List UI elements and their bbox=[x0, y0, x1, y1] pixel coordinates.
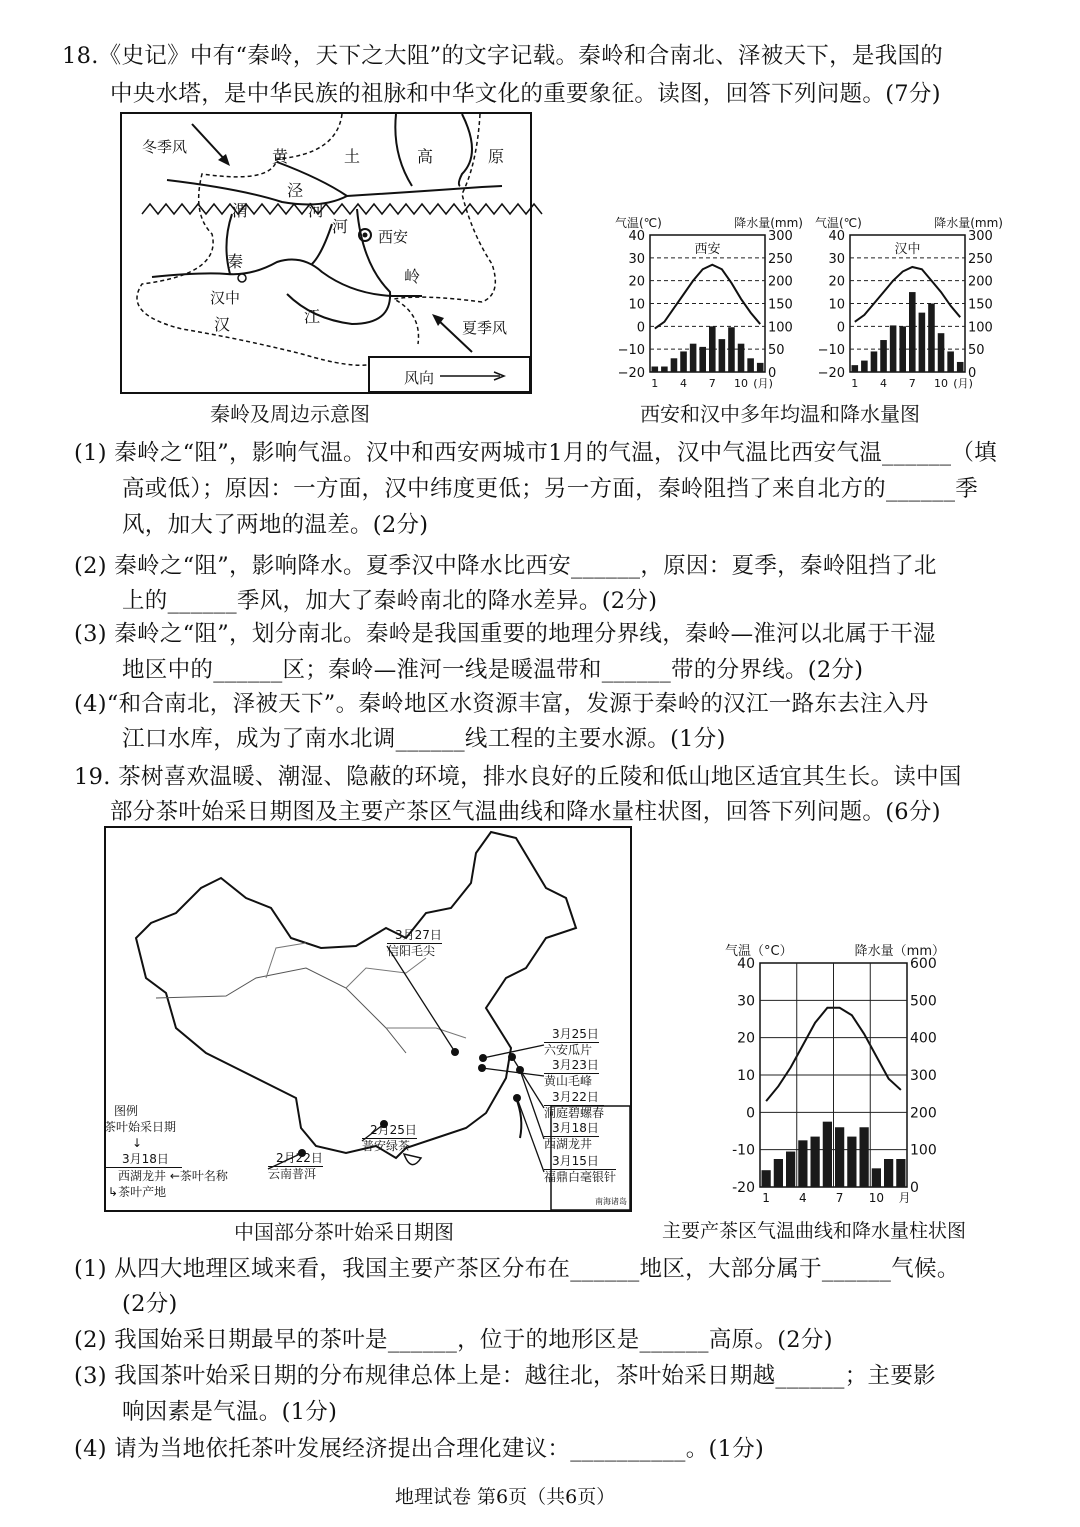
precip-bar bbox=[719, 339, 726, 372]
precip-bar bbox=[847, 1137, 856, 1187]
precip-bar bbox=[909, 292, 916, 372]
q19-question-3: 响因素是气温。(1分) bbox=[122, 1399, 338, 1425]
temp-tick-label: -10 bbox=[732, 1142, 755, 1159]
month-tick-label: 10 bbox=[734, 377, 749, 390]
map-label-xian: 西安 bbox=[378, 228, 409, 246]
precip-tick-label: 500 bbox=[910, 993, 937, 1010]
leader-line bbox=[387, 946, 455, 1052]
map-label-summer-wind: 夏季风 bbox=[462, 319, 508, 337]
temp-tick-label: 10 bbox=[828, 297, 845, 313]
legend-wind-direction: 风向 bbox=[404, 369, 435, 387]
month-tick-label: 4 bbox=[680, 377, 688, 390]
precip-bar bbox=[835, 1127, 844, 1187]
temp-tick-label: 0 bbox=[836, 320, 845, 336]
tea-date: 3月18日 bbox=[544, 1121, 599, 1137]
q19-question-4: (4) 请为当地依托茶叶发展经济提出合理化建议：__________。(1分) bbox=[74, 1436, 765, 1462]
map-label-huang: 黄 bbox=[272, 147, 289, 166]
month-tick-label: 7 bbox=[908, 377, 916, 390]
temp-tick-label: 20 bbox=[828, 274, 845, 290]
precip-tick-label: 200 bbox=[910, 1105, 937, 1122]
inset-label: 南海诸岛 bbox=[595, 1197, 627, 1206]
qinling-map bbox=[120, 112, 532, 394]
legend-sample-date: 3月18日 bbox=[104, 1151, 182, 1168]
map-label-jiang: 江 bbox=[304, 307, 321, 326]
tea-climate-caption: 主要产茶区气温曲线和降水量柱状图 bbox=[662, 1220, 967, 1242]
q18-question-1: 风，加大了两地的温差。(2分) bbox=[122, 512, 429, 538]
tea-label bbox=[268, 1151, 323, 1182]
precip-tick-label: 150 bbox=[968, 297, 993, 313]
precip-bar bbox=[884, 1159, 893, 1187]
precip-bar bbox=[762, 1170, 771, 1187]
map-label-ling: 岭 bbox=[404, 267, 421, 286]
month-tick-label: 1 bbox=[851, 377, 859, 390]
precip-bar bbox=[680, 351, 687, 372]
tea-climate-chart bbox=[718, 935, 958, 1205]
tea-label bbox=[544, 1121, 599, 1152]
precip-bar bbox=[928, 304, 935, 373]
legend-sample-name: 西湖龙井 bbox=[118, 1169, 167, 1183]
precip-bar bbox=[728, 327, 735, 372]
precip-bar bbox=[823, 1122, 832, 1187]
month-tick-label: 1 bbox=[762, 1191, 770, 1205]
precip-bar bbox=[899, 326, 906, 372]
precip-bar bbox=[786, 1152, 795, 1187]
leader-line bbox=[517, 1098, 544, 1172]
precip-bar bbox=[699, 347, 706, 372]
tea-origin-dot bbox=[516, 1066, 524, 1074]
precip-tick-label: 0 bbox=[910, 1180, 919, 1196]
tea-map-caption: 中国部分茶叶始采日期图 bbox=[234, 1220, 454, 1244]
precip-tick-label: 200 bbox=[968, 274, 993, 290]
tea-name: 洞庭碧螺春 bbox=[544, 1106, 605, 1120]
q18-question-3: (3) 秦岭之“阻”，划分南北。秦岭是我国重要的地理分界线，秦岭—淮河以北属于干湿 bbox=[74, 621, 936, 647]
tea-date: 2月22日 bbox=[268, 1151, 323, 1167]
precip-bar bbox=[690, 344, 697, 372]
precip-bar bbox=[957, 362, 964, 372]
precip-bar bbox=[947, 351, 954, 372]
temp-tick-label: −20 bbox=[817, 366, 845, 381]
tea-name: 信阳毛尖 bbox=[387, 944, 436, 958]
precip-tick-label: 0 bbox=[768, 366, 777, 381]
precip-bar bbox=[938, 333, 945, 372]
precip-tick-label: 200 bbox=[768, 274, 793, 290]
temp-tick-label: 30 bbox=[628, 251, 645, 267]
temp-tick-label: 40 bbox=[737, 956, 755, 972]
month-tick-label: 月 bbox=[898, 1191, 911, 1205]
precip-bar bbox=[798, 1140, 807, 1187]
page-footer: 地理试卷 第6页（共6页） bbox=[395, 1486, 616, 1508]
q18-stem-line: 18.《史记》中有“秦岭，天下之大阻”的文字记载。秦岭和合南北、泽被天下，是我国的 bbox=[62, 43, 944, 69]
tea-origin-dot bbox=[508, 1053, 516, 1061]
precip-bar bbox=[919, 313, 926, 372]
precip-bar bbox=[852, 365, 859, 372]
tea-label bbox=[362, 1123, 417, 1154]
tea-name: 福鼎白毫银针 bbox=[544, 1170, 617, 1184]
leader-line bbox=[520, 1070, 544, 1139]
precip-bar bbox=[871, 351, 878, 372]
map-legend: 图例 茶叶始采日期 ↓ 3月18日 西湖龙井 ←茶叶名称 ↳茶叶产地 bbox=[104, 1104, 228, 1199]
precip-axis-label: 降水量（mm） bbox=[854, 944, 945, 959]
temp-tick-label: 30 bbox=[737, 993, 755, 1010]
precip-bar bbox=[890, 325, 897, 372]
legend-date-label: 茶叶始采日期 bbox=[104, 1120, 177, 1134]
tea-date: 3月22日 bbox=[544, 1090, 604, 1106]
q19-stem-line: 19. 茶树喜欢温暖、潮湿、隐蔽的环境，排水良好的丘陵和低山地区适宜其生长。读中国 bbox=[74, 764, 962, 790]
precip-bar bbox=[872, 1168, 881, 1187]
month-tick-label: 7 bbox=[835, 1191, 844, 1205]
precip-tick-label: 300 bbox=[968, 229, 993, 244]
temp-tick-label: 40 bbox=[828, 229, 845, 244]
q19-question-1: (2分) bbox=[122, 1291, 178, 1317]
temperature-curve bbox=[655, 265, 760, 329]
q19-question-3: (3) 我国茶叶始采日期的分布规律总体上是：越往北，茶叶始采日期越______；主要影 bbox=[74, 1363, 936, 1389]
precip-tick-label: 50 bbox=[968, 343, 985, 359]
tea-name: 西湖龙井 bbox=[544, 1137, 593, 1151]
temp-tick-label: -20 bbox=[732, 1180, 755, 1196]
tea-label bbox=[544, 1154, 616, 1185]
temp-axis-label: 气温（°C） bbox=[725, 944, 793, 959]
q18-stem-line: 中央水塔，是中华民族的祖脉和中华文化的重要象征。读图，回答下列问题。(7分) bbox=[110, 81, 941, 107]
map-label-gao: 高 bbox=[417, 147, 434, 166]
map-label-qin: 秦 bbox=[227, 252, 244, 271]
legend-place-label: 茶叶产地 bbox=[118, 1185, 167, 1199]
q18-question-3: 地区中的______区；秦岭—淮河一线是暖温带和______带的分界线。(2分) bbox=[122, 657, 864, 683]
chart-title: 西安 bbox=[694, 242, 721, 257]
tea-date: 3月15日 bbox=[544, 1154, 616, 1170]
month-tick-label: 1 bbox=[651, 377, 659, 390]
tea-origin-dot bbox=[451, 1048, 459, 1056]
precip-bar bbox=[774, 1159, 783, 1187]
precip-bar bbox=[709, 326, 716, 372]
tea-origin-dot bbox=[478, 1064, 486, 1072]
month-tick-label: 4 bbox=[880, 377, 888, 390]
temp-tick-label: 0 bbox=[636, 320, 645, 336]
legend-name-label: ←茶叶名称 bbox=[169, 1169, 228, 1183]
q18-question-4: (4)“和合南北，泽被天下”。秦岭地区水资源丰富，发源于秦岭的汉江一路东去注入丹 bbox=[74, 691, 929, 717]
month-tick-label: 10 bbox=[868, 1191, 885, 1205]
tea-label bbox=[387, 928, 442, 959]
tea-date: 3月25日 bbox=[544, 1027, 599, 1043]
tea-date: 2月25日 bbox=[362, 1123, 417, 1139]
precip-tick-label: 300 bbox=[910, 1068, 937, 1084]
q18-question-2: 上的______季风，加大了秦岭南北的降水差异。(2分) bbox=[122, 588, 658, 614]
precip-bar bbox=[671, 358, 678, 372]
precip-bar bbox=[860, 1127, 869, 1187]
map-label-jing: 泾 bbox=[287, 181, 304, 200]
precip-bar bbox=[661, 367, 668, 372]
legend-arrow: ↓ bbox=[132, 1136, 143, 1150]
precip-bar bbox=[861, 361, 868, 372]
q18-question-1: 高或低）；原因：一方面，汉中纬度更低；另一方面，秦岭阻挡了来自北方的______季 bbox=[122, 476, 979, 502]
precip-axis-label: 降水量(mm) bbox=[934, 216, 1003, 230]
precip-axis-label: 降水量(mm) bbox=[734, 216, 803, 230]
precip-tick-label: 0 bbox=[968, 366, 977, 381]
map-label-han: 汉 bbox=[214, 315, 231, 334]
temp-tick-label: 10 bbox=[628, 297, 645, 313]
q18-question-2: (2) 秦岭之“阻”，影响降水。夏季汉中降水比西安______，原因：夏季，秦岭阻挡了北 bbox=[74, 553, 937, 579]
month-tick-label: 4 bbox=[799, 1191, 807, 1205]
map-label-he: 河 bbox=[308, 201, 325, 220]
precip-tick-label: 100 bbox=[768, 320, 793, 336]
precip-bar bbox=[811, 1137, 820, 1187]
temp-tick-label: −20 bbox=[617, 366, 645, 381]
q18-question-1: (1) 秦岭之“阻”，影响气温。汉中和西安两城市1月的气温，汉中气温比西安气温______（填 bbox=[74, 440, 997, 466]
tea-name: 黄山毛峰 bbox=[544, 1074, 593, 1088]
temp-tick-label: 20 bbox=[737, 1030, 755, 1047]
temp-tick-label: 20 bbox=[628, 274, 645, 290]
precip-tick-label: 250 bbox=[768, 251, 793, 267]
month-tick-label: 7 bbox=[708, 377, 716, 390]
tea-date: 3月23日 bbox=[544, 1058, 599, 1074]
chart-title: 汉中 bbox=[894, 242, 921, 257]
temp-tick-label: 0 bbox=[746, 1105, 755, 1122]
month-tick-label: 10 bbox=[934, 377, 949, 390]
qinling-map-caption: 秦岭及周边示意图 bbox=[210, 402, 370, 426]
precip-tick-label: 150 bbox=[768, 297, 793, 313]
map-label-hanzhong: 汉中 bbox=[210, 289, 241, 307]
q19-question-1: (1) 从四大地理区域来看，我国主要产茶区分布在______地区，大部分属于______气候。 bbox=[74, 1256, 960, 1282]
month-tick-label: (月) bbox=[953, 377, 973, 390]
tea-name: 六安瓜片 bbox=[544, 1043, 593, 1057]
map-label-winter-wind: 冬季风 bbox=[142, 138, 188, 156]
temp-tick-label: −10 bbox=[817, 343, 845, 359]
temp-axis-label: 气温(℃) bbox=[615, 216, 662, 230]
temp-tick-label: −10 bbox=[617, 343, 645, 359]
tea-origin-dot bbox=[479, 1054, 487, 1062]
precip-bar bbox=[652, 367, 659, 372]
q19-stem-line: 部分茶叶始采日期图及主要产茶区气温曲线和降水量柱状图，回答下列问题。(6分) bbox=[110, 799, 941, 825]
tea-name: 普安绿茶 bbox=[362, 1139, 411, 1153]
precip-tick-label: 250 bbox=[968, 251, 993, 267]
temp-tick-label: 30 bbox=[828, 251, 845, 267]
precip-tick-label: 400 bbox=[910, 1030, 937, 1047]
precip-bar bbox=[896, 1159, 905, 1187]
precip-bar bbox=[738, 344, 745, 372]
precip-bar bbox=[880, 340, 887, 372]
precip-tick-label: 300 bbox=[768, 229, 793, 244]
tea-date: 3月27日 bbox=[387, 928, 442, 944]
month-tick-label: (月) bbox=[753, 377, 773, 390]
climate-chart-caption: 西安和汉中多年均温和降水量图 bbox=[640, 402, 920, 426]
temp-axis-label: 气温(℃) bbox=[815, 216, 862, 230]
precip-tick-label: 100 bbox=[968, 320, 993, 336]
tea-label bbox=[544, 1090, 604, 1121]
precip-tick-label: 50 bbox=[768, 343, 785, 359]
temp-tick-label: 10 bbox=[737, 1068, 755, 1084]
xian-hanzhong-climate-charts bbox=[610, 207, 1030, 390]
temp-tick-label: 40 bbox=[628, 229, 645, 244]
tea-label bbox=[544, 1027, 599, 1058]
leader-line bbox=[482, 1068, 544, 1076]
temperature-curve bbox=[855, 267, 960, 322]
tea-name: 云南普洱 bbox=[268, 1167, 317, 1181]
map-label-wei: 渭 bbox=[232, 201, 249, 220]
map-label-yuan: 原 bbox=[488, 147, 505, 166]
tea-label bbox=[544, 1058, 599, 1089]
precip-bar bbox=[747, 358, 754, 372]
q18-question-4: 江口水库，成为了南水北调______线工程的主要水源。(1分) bbox=[122, 726, 726, 752]
map-label-he: 河 bbox=[332, 217, 349, 236]
q19-question-2: (2) 我国始采日期最早的茶叶是______，位于的地形区是______高原。(2分) bbox=[74, 1327, 833, 1353]
legend-title: 图例 bbox=[114, 1104, 139, 1118]
precip-tick-label: 600 bbox=[910, 956, 937, 972]
tea-origin-dot bbox=[513, 1094, 521, 1102]
precip-tick-label: 100 bbox=[910, 1142, 937, 1159]
map-label-tu: 土 bbox=[344, 147, 361, 166]
precip-bar bbox=[757, 363, 764, 372]
